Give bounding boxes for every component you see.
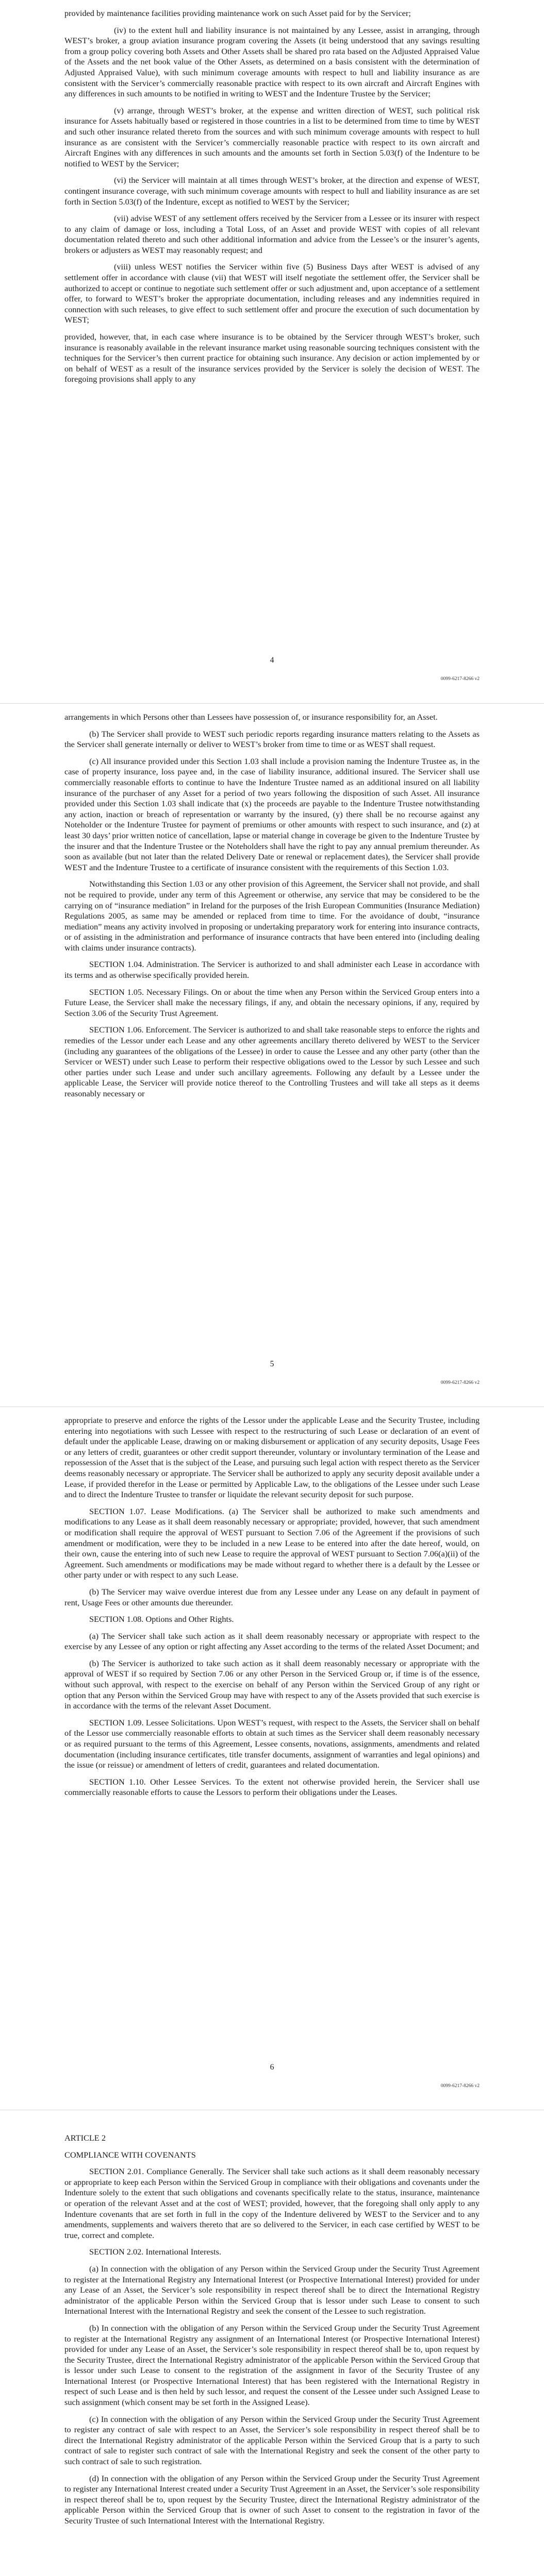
section-heading: SECTION 1.08. Options and Other Rights. [89, 1614, 234, 1624]
paragraph: (b) The Servicer may waive overdue interest due from any Lessee under any Lease on any default in payment of rent, Usage Fees or other amounts due thereunder. [64, 1586, 480, 1607]
paragraph: (iv) to the extent hull and liability insurance is not maintained by any Lessee, assist in arranging, through WEST’s broker, a group aviation insurance program covering the Assets (it being understood that any savings resulting from a group policy covering both Assets and Other Assets shall be shared pro rata based on the Adjusted Appraised Value of the Assets and the net book value of the Other Assets, as determined on a basis consistent with the determination of Adjusted Appraised Value), with such minimum coverage amounts with respect to hull and liability insurance as are consistent with the Servicer’s commercially reasonable practice with respect to its own aircraft and Aircraft Engines with any differences in such amounts to be notified in writing to WEST and the Indenture Trustee by the Servicer; [64, 25, 480, 99]
document-id: 0099-6217-8266 v2 [440, 676, 480, 682]
paragraph: (a) The Servicer shall take such action as it shall deem reasonably necessary or appropriate with respect to the exercise by any Lessee of any option or right affecting any Asset according to the terms of the related Asset Document; and [64, 1631, 480, 1652]
paragraph: (b) The Servicer is authorized to take such action as it shall deem reasonably necessary or appropriate with the approval of WEST if so required by Section 7.06 or any other Person in the Serviced Group or, if time is of the essence, without such approval, with respect to the exercise on behalf of any Person within the Serviced Group of any right or option that any Person within the Serviced Group may have with respect to any of the Assets provided that such exercise is in accordance with the terms of the relevant Asset Document. [64, 1658, 480, 1711]
section-paragraph: SECTION 1.07. Lease Modifications. (a) The Servicer shall be authorized to make such amendments and modifications to any Lease as it shall deem reasonably necessary or appropriate; provided, however, that such amendment or modification shall require the approval of WEST pursuant to Section 7.06 of the Agreement if the provisions of such amendment or modification, were they to be included in a new Lease to be entered into after the date hereof, would, on their own, cause the entering into of such new Lease to require the approval of WEST pursuant to Section 7.06(a)(ii) of the Agreement. Such amendments or modifications may be made without regard to whether there is a default by the Lessee or other party under or with respect to any such Lease. [64, 1506, 480, 1580]
paragraph: arrangements in which Persons other than Lessees have possession of, or insurance responsibility for, an Asset. [64, 712, 438, 722]
paragraph: provided, however, that, in each case where insurance is to be obtained by the Servicer through WEST’s broker, such insurance is reasonably available in the relevant insurance market using reasonable sourcing techniques consistent with the techniques for the Servicer’s then current practice for obtaining such insurance. Any decision or action implemented by or on behalf of WEST as a result of the insurance services provided by the Servicer is solely the decision of WEST. The foregoing provisions shall apply to any [64, 332, 480, 384]
paragraph: (v) arrange, through WEST’s broker, at the expense and written direction of WEST, such political risk insurance for Assets habitually based or registered in those countries in a list to be determined from time to time by WEST and such other insurance related thereto from the sources and with such minimum coverage amounts with respect to hull insurance as are consistent with the Servicer’s commercially reasonable practice with respect to its own aircraft and Aircraft Engines with any differences in such amounts and the amounts set forth in Section 5.03(f) of the Indenture to be notified to WEST by the Servicer; [64, 105, 480, 168]
paragraph: (viii) unless WEST notifies the Servicer within five (5) Business Days after WEST is advised of any settlement offer in accordance with clause (vii) that WEST will itself negotiate the settlement offer, the Servicer shall be authorized to accept or continue to negotiate such settlement offer or such adjustment and, upon acceptance of a settlement offer, to forward to WEST’s broker the appropriate documentation, including releases and any indemnities required in connection with such releases, to give effect to such settlement offer and procure the execution of such documentation by WEST; [64, 262, 480, 325]
page-number: 6 [270, 2063, 274, 2072]
article-title: COMPLIANCE WITH COVENANTS [64, 2149, 196, 2160]
paragraph: Notwithstanding this Section 1.03 or any other provision of this Agreement, the Servicer shall not provide, and shall not be required to provide, under any term of this Agreement or otherwise, any service that may be considered to be the carrying on of “insurance mediation” in Ireland for the purposes of the Irish European Communities (Insurance Mediation) Regulations 2005, as same may be amended or replaced from time to time. For the avoidance of doubt, “insurance mediation” means any activity involved in proposing or undertaking preparatory work for entering into insurance contracts, or of assisting in the administration and performance of insurance contracts that have been entered into (including dealing with claims under insurance contracts). [64, 879, 480, 953]
section-paragraph: SECTION 1.09. Lessee Solicitations. Upon WEST’s request, with respect to the Assets, the Servicer shall on behalf of the Lessor use commercially reasonable efforts to obtain at such times as the Servicer shall deem reasonably necessary or as required pursuant to the terms of this Agreement, Lessee consents, novations, assignments, amendments and related documentation (including insurance certificates, title transfer documents, assignment of warranties and legal opinions) and the issue (or reissue) or amendment of letters of credit, guarantees and related documentation. [64, 1717, 480, 1770]
paragraph: (vi) the Servicer will maintain at all times through WEST’s broker, at the direction and expense of WEST, contingent insurance coverage, with such minimum coverage amounts with respect to hull and liability insurance as are set forth in Section 5.03(f) of the Indenture, except as notified to WEST by the Servicer; [64, 175, 480, 207]
section-heading: SECTION 2.02. International Interests. [89, 2247, 221, 2257]
section-paragraph: SECTION 1.05. Necessary Filings. On or about the time when any Person within the Serviced Group enters into a Future Lease, the Servicer shall make the necessary filings, if any, and obtain the necessary opinions, if any, required by Section 3.06 of the Security Trust Agreement. [64, 987, 480, 1018]
page [0, 1406, 544, 2110]
paragraph: (b) The Servicer shall provide to WEST such periodic reports regarding insurance matters relating to the Assets as the Servicer shall generate internally or deliver to WEST’s broker from time to time or as WEST shall request. [64, 728, 480, 750]
page-number: 5 [270, 1360, 274, 1368]
paragraph: provided by maintenance facilities providing maintenance work on such Asset paid for by the Servicer; [64, 8, 411, 18]
article-number: ARTICLE 2 [64, 2133, 106, 2143]
page-number: 4 [270, 656, 274, 665]
page [0, 2110, 544, 2576]
paragraph: (a) In connection with the obligation of any Person within the Serviced Group under the Security Trust Agreement to register at the International Registry any International Interest (or Prospective International Interest) provided for under any Lease of an Asset, the Servicer’s sole responsibility in respect thereof shall be to direct the International Registry administrator of the applicable Person within the Serviced Group that is lessor under such Lease to consent to such International Interest with the International Registry and seek the consent of the Lessee to such registration. [64, 2263, 480, 2316]
document-id: 0099-6217-8266 v2 [440, 2083, 480, 2089]
section-paragraph: SECTION 1.10. Other Lessee Services. To the extent not otherwise provided herein, the Servicer shall use commercially reasonable efforts to cause the Lessors to perform their obligations under the Leases. [64, 1776, 480, 1798]
page [0, 0, 544, 703]
paragraph: appropriate to preserve and enforce the rights of the Lessor under the applicable Lease and the Security Trustee, including entering into negotiations with such Lessee with respect to the restructuring of such Lease or declaration of an event of default under the applicable Lease, drawing on or making disbursement or application of any security deposits, Usage Fees or any letters of credit, guarantees or other credit support thereunder, voluntary or involuntary termination of the Lease and repossession of the Asset that is the subject of the Lease, and pursuing such legal action with respect thereto as the Servicer deems reasonably necessary or appropriate. The Servicer shall be authorized to apply any security deposit available under a Lease, if provided therefor in the Lease or permitted by Applicable Law, to the obligations of the Lessee under such Lease and to direct the Indenture Trustee to transfer or liquidate the relevant security deposit for such purpose. [64, 1415, 480, 1500]
paragraph: (vii) advise WEST of any settlement offers received by the Servicer from a Lessee or its insurer with respect to any claim of damage or loss, including a Total Loss, of an Asset and provide WEST with copies of all relevant documentation related thereto and such other additional information and advice from the Lessee’s or the insurer’s agents, brokers or adjusters as WEST may reasonably request; and [64, 213, 480, 255]
paragraph: (d) In connection with the obligation of any Person within the Serviced Group under the Security Trust Agreement to register any International Interest created under a Security Trust Agreement in an Asset, the Servicer’s sole responsibility in respect thereof shall be to, upon request by the Security Trustee, direct the International Registry administrator of the applicable Person within the Serviced Group that is owner of such Asset to consent to the registration in favor of the Security Trustee of such International Interest with the International Registry. [64, 2473, 480, 2526]
paragraph: (b) In connection with the obligation of any Person within the Serviced Group under the Security Trust Agreement to register at the International Registry any assignment of an International Interest (or Prospective International Interest) provided for under any Lease of an Asset, the Servicer’s sole responsibility in respect thereof shall be to, upon request by the Security Trustee, direct the International Registry administrator of the applicable Person within the Serviced Group that is lessor under such Lease to consent to the registration of the assignment in favor of the Security Trustee of any International Interest (or Prospective International Interest) that has been registered with the International Registry in respect of such Lease and is then held by such lessor, and request the consent of the Lessee under such Assigned Lease to such assignment (which consent may be set forth in the Assigned Lease). [64, 2323, 480, 2408]
paragraph: (c) All insurance provided under this Section 1.03 shall include a provision naming the Indenture Trustee as, in the case of property insurance, loss payee and, in the case of liability insurance, additional insured. The Servicer shall use commercially reasonable efforts to continue to have the Indenture Trustee named as an additional insured on all liability insurance of the purchaser of any Asset for a period of two years following the disposition of such Asset. All insurance provided under this Section 1.03 shall indicate that (x) the proceeds are payable to the Indenture Trustee notwithstanding any action, inaction or breach of representation or warranty by the insured, (y) there shall be no recourse against any Noteholder or the Indenture Trustee for payment of premiums or other amounts with respect to such insurance, and (z) at least 30 days’ prior written notice of cancellation, lapse or material change in coverage be given to the Indenture Trustee by the insurer and that the Indenture Trustee or the Noteholders shall have the right to pay any annual premium thereunder. As soon as available (but not later than the related Delivery Date or renewal or replacement dates), the Servicer shall provide WEST and the Indenture Trustee to a certificate of insurance consistent with the requirements of this Section 1.03. [64, 756, 480, 872]
section-paragraph: SECTION 2.01. Compliance Generally. The Servicer shall take such actions as it shall deem reasonably necessary or appropriate to keep each Person within the Serviced Group in compliance with their obligations and covenants under the Indenture solely to the extent that such obligations and covenants specifically relate to the status, insurance, maintenance or operation of the relevant Asset and at the cost of WEST; provided, however, that the foregoing shall only apply to any Indenture covenants that are set forth in full in the copy of the Indenture delivered by WEST to the Servicer and to any amendments, supplements and waivers thereto that are so delivered to the Servicer, in each case certified by WEST to be true, correct and complete. [64, 2166, 480, 2240]
section-paragraph: SECTION 1.06. Enforcement. The Servicer is authorized to and shall take reasonable steps to enforce the rights and remedies of the Lessor under each Lease and any other agreements ancillary thereto delivered by WEST to the Servicer (including any guarantees of the obligations of the Lessee) in order to cause the Lessee and any other party (other than the Servicer or WEST) under such Lease to perform their respective obligations owed to the Lessor by such Lessee and such other parties under such Lease and under such ancillary agreements. Following any default by a Lessee under the applicable Lease, the Servicer will provide notice thereof to the Controlling Trustees and will take all steps as it deems reasonably necessary or [64, 1025, 480, 1098]
document-id: 0099-6217-8266 v2 [440, 1380, 480, 1385]
page [0, 703, 544, 1406]
section-paragraph: SECTION 1.04. Administration. The Servicer is authorized to and shall administer each Lease in accordance with its terms and as otherwise specifically provided herein. [64, 959, 480, 980]
paragraph: (c) In connection with the obligation of any Person within the Serviced Group under the Security Trust Agreement to register any contract of sale with respect to an Asset, the Servicer’s sole responsibility in respect thereof shall be to direct the International Registry administrator of the applicable Person within the Serviced Group that is a party to such contract of sale to register such contract of sale with the International Registry and seek the consent of the other party to such contract of sale to such registration. [64, 2414, 480, 2467]
